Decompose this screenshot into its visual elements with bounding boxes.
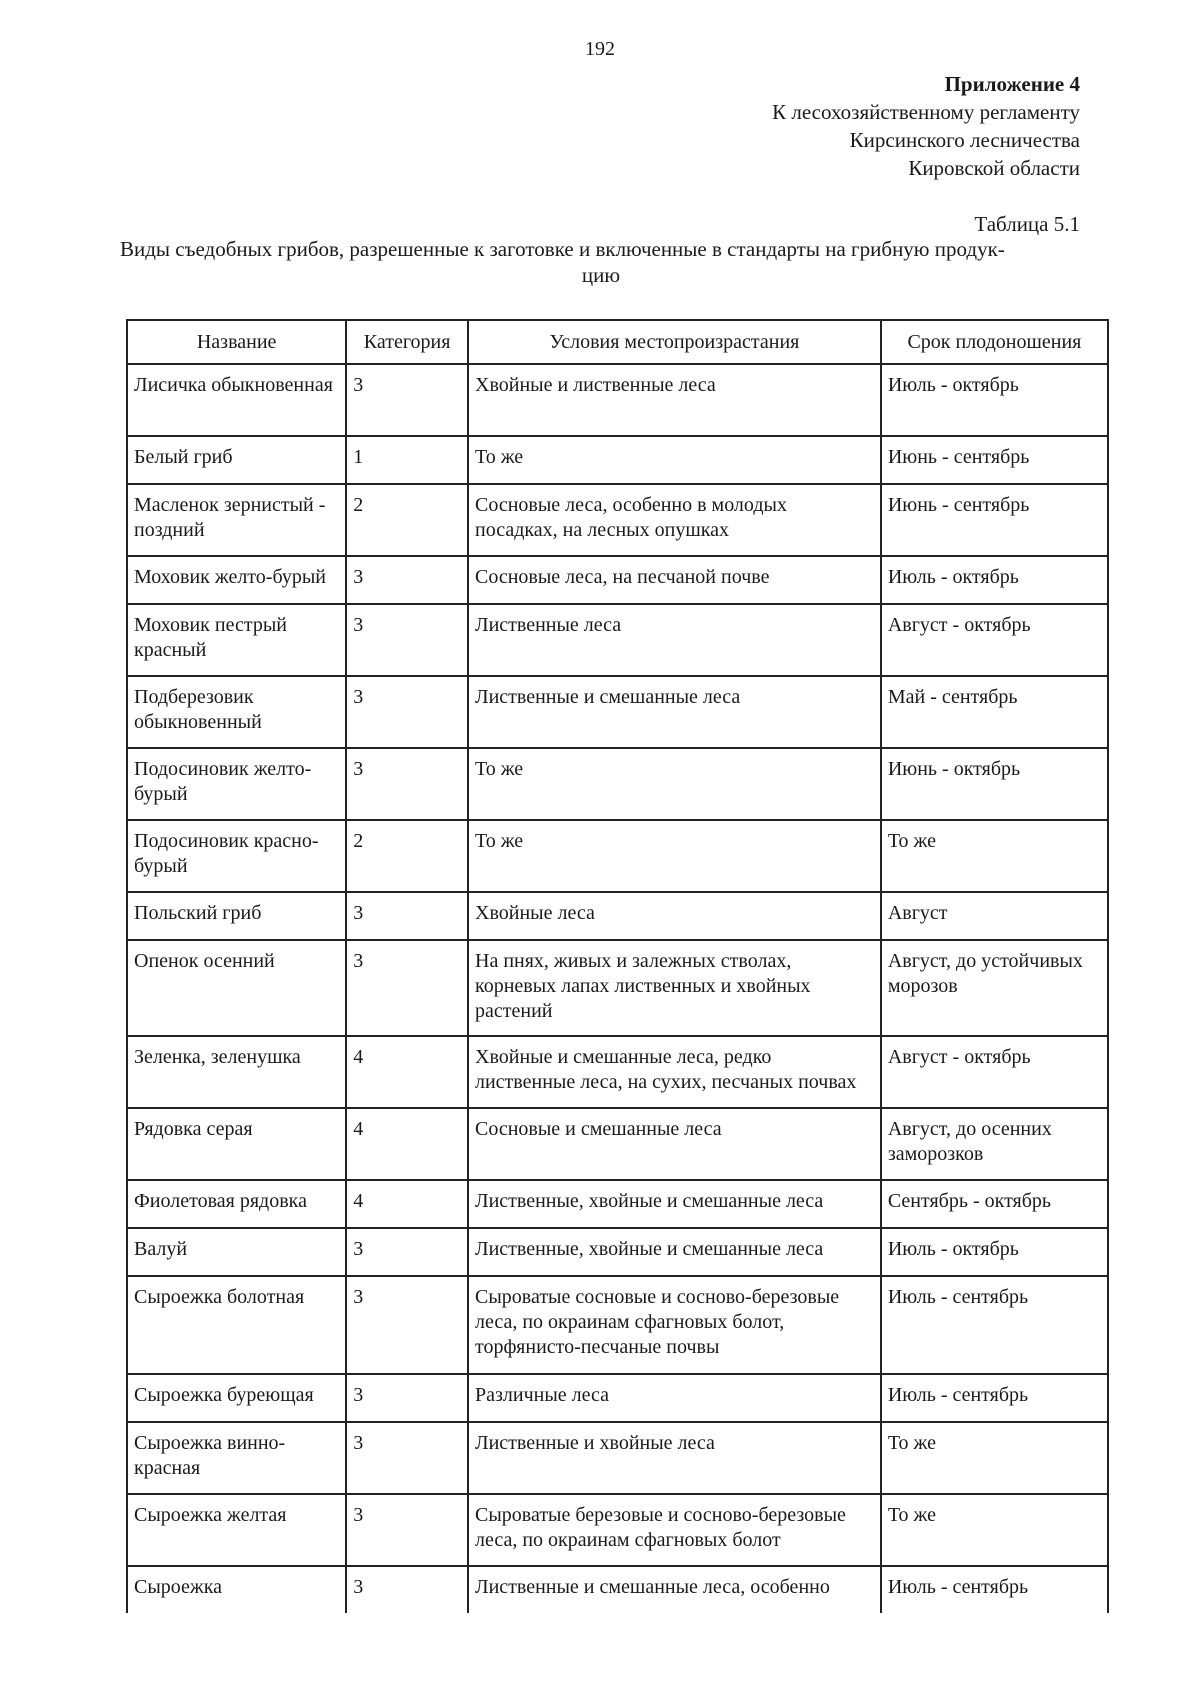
- table-row: [127, 1036, 1108, 1108]
- table-number: Таблица 5.1: [974, 212, 1080, 236]
- table-row: [127, 892, 1108, 940]
- cell-name: Сыроежка буреющая: [127, 1374, 346, 1422]
- cell-period: Июнь - октябрь: [881, 748, 1108, 820]
- cell-conditions: На пнях, живых и залежных стволах, корневых лапах лиственных и хвойных растений: [468, 940, 881, 1036]
- cell-period: Июль - октябрь: [881, 556, 1108, 604]
- cell-conditions: Хвойные леса: [468, 892, 881, 940]
- cell-conditions: Лиственные леса: [468, 604, 881, 676]
- cell-category: 3: [346, 1228, 468, 1276]
- cell-name: Опенок осенний: [127, 940, 346, 1036]
- cell-period: Июнь - сентябрь: [881, 484, 1108, 556]
- cell-name: Белый гриб: [127, 436, 346, 484]
- cell-name: Рядовка серая: [127, 1108, 346, 1180]
- cell-period: Август - октябрь: [881, 604, 1108, 676]
- cell-name: Моховик пестрый красный: [127, 604, 346, 676]
- caption-line: Виды съедобных грибов, разрешенные к заготовке и включенные в стандарты на грибную продук-: [120, 237, 1005, 261]
- cell-name: Лисичка обыкновенная: [127, 364, 346, 436]
- cell-conditions: Лиственные, хвойные и смешанные леса: [468, 1180, 881, 1228]
- cell-name: Сыроежка болотная: [127, 1276, 346, 1374]
- column-header-category: Категория: [346, 320, 468, 364]
- table-row: [127, 748, 1108, 820]
- table-header-row: [127, 320, 1108, 364]
- cell-conditions: Хвойные и смешанные леса, редко лиственные леса, на сухих, песчаных почвах: [468, 1036, 881, 1108]
- cell-category: 3: [346, 940, 468, 1036]
- cell-period: Май - сентябрь: [881, 676, 1108, 748]
- cell-category: 3: [346, 604, 468, 676]
- table-caption: [120, 236, 1082, 288]
- cell-period: Июль - сентябрь: [881, 1276, 1108, 1374]
- cell-period: Июль - сентябрь: [881, 1566, 1108, 1613]
- cell-period: То же: [881, 820, 1108, 892]
- cell-period: Июль - октябрь: [881, 364, 1108, 436]
- cell-conditions: Лиственные и смешанные леса: [468, 676, 881, 748]
- table-row: [127, 1374, 1108, 1422]
- cell-category: 2: [346, 484, 468, 556]
- column-header-period: Срок плодоношения: [881, 320, 1108, 364]
- cell-category: 2: [346, 820, 468, 892]
- column-header-name: Название: [127, 320, 346, 364]
- table-row: [127, 484, 1108, 556]
- cell-category: 3: [346, 748, 468, 820]
- cell-name: Зеленка, зеленушка: [127, 1036, 346, 1108]
- cell-conditions: Лиственные и хвойные леса: [468, 1422, 881, 1494]
- cell-category: 4: [346, 1108, 468, 1180]
- cell-category: 4: [346, 1180, 468, 1228]
- cell-name: Масленок зернистый - поздний: [127, 484, 346, 556]
- cell-name: Сыроежка винно-красная: [127, 1422, 346, 1494]
- cell-period: Сентябрь - октябрь: [881, 1180, 1108, 1228]
- cell-conditions: Сосновые леса, на песчаной почве: [468, 556, 881, 604]
- cell-conditions: Сосновые леса, особенно в молодых посадках, на лесных опушках: [468, 484, 881, 556]
- cell-name: Подосиновик желто-бурый: [127, 748, 346, 820]
- cell-period: Июль - октябрь: [881, 1228, 1108, 1276]
- cell-category: 3: [346, 1494, 468, 1566]
- table-row: [127, 1494, 1108, 1566]
- cell-conditions: Хвойные и лиственные леса: [468, 364, 881, 436]
- table-row: [127, 556, 1108, 604]
- cell-name: Подберезовик обыкновенный: [127, 676, 346, 748]
- cell-name: Валуй: [127, 1228, 346, 1276]
- cell-category: 3: [346, 892, 468, 940]
- cell-conditions: То же: [468, 820, 881, 892]
- table-row: [127, 1276, 1108, 1374]
- appendix-line: Кировской области: [908, 156, 1080, 180]
- cell-name: Польский гриб: [127, 892, 346, 940]
- caption-line: цию: [581, 263, 621, 287]
- table-row: [127, 436, 1108, 484]
- cell-period: То же: [881, 1422, 1108, 1494]
- cell-period: Июль - сентябрь: [881, 1374, 1108, 1422]
- cell-period: Август - октябрь: [881, 1036, 1108, 1108]
- cell-conditions: Сосновые и смешанные леса: [468, 1108, 881, 1180]
- page-number: 192: [585, 38, 615, 60]
- table-row: [127, 1180, 1108, 1228]
- cell-period: Июнь - сентябрь: [881, 436, 1108, 484]
- cell-category: 3: [346, 676, 468, 748]
- cell-category: 3: [346, 1374, 468, 1422]
- table-row: [127, 364, 1108, 436]
- cell-conditions: Различные леса: [468, 1374, 881, 1422]
- cell-category: 3: [346, 1422, 468, 1494]
- cell-name: Фиолетовая рядовка: [127, 1180, 346, 1228]
- cell-conditions: Лиственные и смешанные леса, особенно: [468, 1566, 881, 1613]
- cell-category: 3: [346, 364, 468, 436]
- cell-name: Сыроежка: [127, 1566, 346, 1613]
- cell-category: 1: [346, 436, 468, 484]
- appendix-line: К лесохозяйственному регламенту: [772, 100, 1080, 124]
- appendix-line: Кирсинского лесничества: [849, 128, 1080, 152]
- cell-conditions: То же: [468, 748, 881, 820]
- cell-period: Август: [881, 892, 1108, 940]
- table-row: [127, 1422, 1108, 1494]
- cell-name: Моховик желто-бурый: [127, 556, 346, 604]
- table-row: [127, 1108, 1108, 1180]
- cell-category: 3: [346, 1566, 468, 1613]
- column-header-conditions: Условия местопроизрастания: [468, 320, 881, 364]
- mushroom-table: [126, 319, 1109, 1613]
- table-row: [127, 604, 1108, 676]
- cell-name: Подосиновик красно-бурый: [127, 820, 346, 892]
- cell-conditions: То же: [468, 436, 881, 484]
- table-row: [127, 820, 1108, 892]
- table-row: [127, 1228, 1108, 1276]
- table-row: [127, 1566, 1108, 1613]
- cell-name: Сыроежка желтая: [127, 1494, 346, 1566]
- cell-category: 4: [346, 1036, 468, 1108]
- cell-period: Август, до устойчивых морозов: [881, 940, 1108, 1036]
- cell-conditions: Сыроватые сосновые и сосново-березовые леса, по окраинам сфагновых болот, торфянисто-песчаные почвы: [468, 1276, 881, 1374]
- cell-category: 3: [346, 1276, 468, 1374]
- appendix-title: Приложение 4: [944, 72, 1080, 96]
- table-row: [127, 940, 1108, 1036]
- cell-conditions: Сыроватые березовые и сосново-березовые леса, по окраинам сфагновых болот: [468, 1494, 881, 1566]
- table-row: [127, 676, 1108, 748]
- cell-conditions: Лиственные, хвойные и смешанные леса: [468, 1228, 881, 1276]
- cell-period: То же: [881, 1494, 1108, 1566]
- cell-period: Август, до осенних заморозков: [881, 1108, 1108, 1180]
- cell-category: 3: [346, 556, 468, 604]
- appendix-block: [772, 70, 1080, 182]
